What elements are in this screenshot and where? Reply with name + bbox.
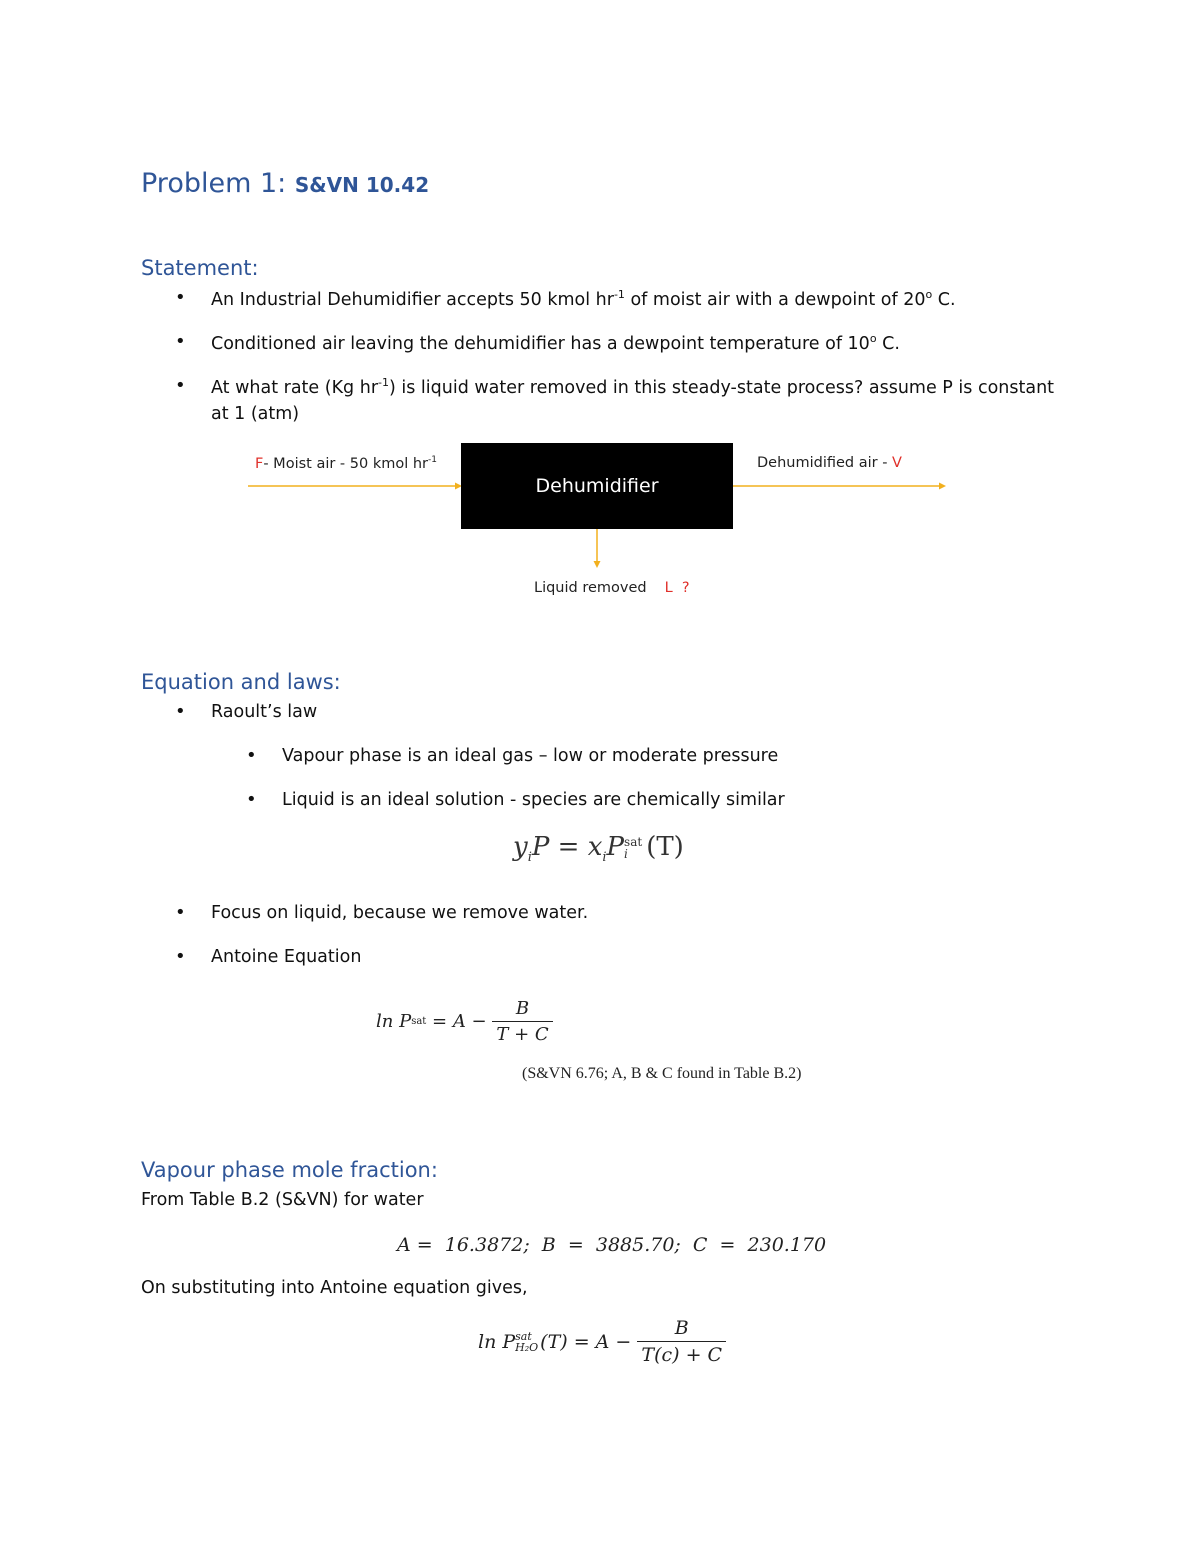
bullet-icon: •: [175, 375, 186, 396]
vapour-heading: Vapour phase mole fraction:: [141, 1158, 438, 1182]
inlet-label: F- Moist air - 50 kmol $hr^{-1}$: [255, 455, 437, 472]
substitution-text: On substituting into Antoine equation gives,: [141, 1278, 528, 1298]
liquid-label: Liquid removed L ?: [534, 580, 690, 596]
antoine-constants: A = 16.3872; B = 3885.70; C = 230.170: [397, 1234, 827, 1256]
bullet-icon: •: [175, 902, 186, 923]
table-source-text: From Table B.2 (S&VN) for water: [141, 1190, 424, 1210]
bullet-icon: •: [175, 287, 186, 308]
final-antoine-equation: ln P sat H₂O (T) = A − $\frac{B}{T(c) + C}$: [478, 1317, 726, 1366]
bullet-icon: •: [175, 946, 186, 967]
problem-reference: S&VN 10.42: [294, 173, 430, 197]
outlet-arrowhead: [939, 483, 946, 490]
dehumidifier-box: Dehumidifier: [461, 443, 733, 529]
antoine-equation: ln P sat = A − $\frac{B}{T + C}$: [376, 998, 553, 1045]
outlet-label: Dehumidified air - V: [757, 455, 902, 471]
raoult-equation: $y_iP = x_iP$ sat i (T): [513, 832, 684, 866]
bullet-icon: •: [246, 789, 257, 810]
page-title: Problem 1: S&VN 10.42: [141, 168, 430, 199]
bullet-icon: •: [175, 701, 186, 722]
bullet-icon: •: [175, 331, 186, 352]
statement-heading: Statement:: [141, 256, 259, 280]
liquid-arrowhead: [594, 561, 601, 568]
bullet-icon: •: [246, 745, 257, 766]
antoine-reference: (S&VN 6.76; A, B & C found in Table B.2): [522, 1065, 802, 1082]
equations-heading: Equation and laws:: [141, 670, 341, 694]
